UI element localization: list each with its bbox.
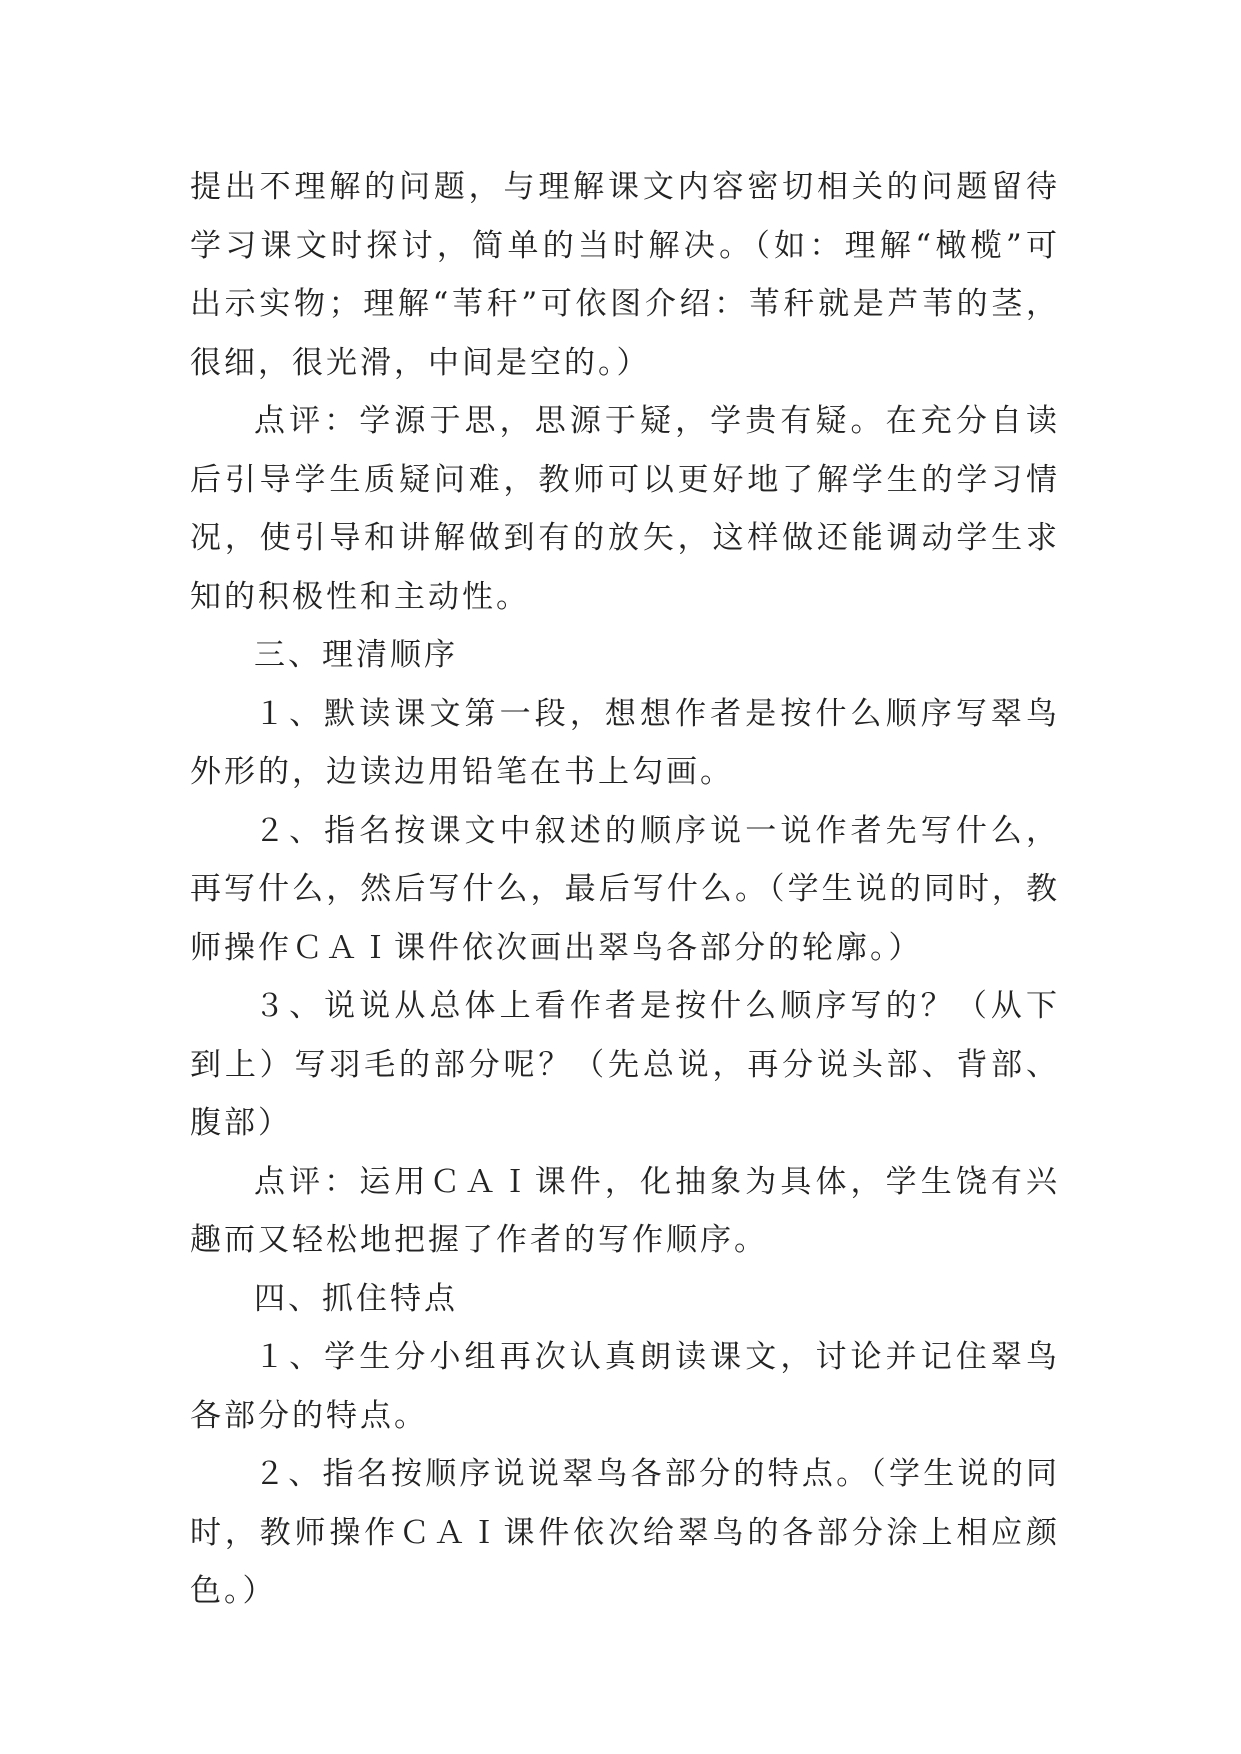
paragraph-step-1-groups: １、学生分小组再次认真朗读课文，讨论并记住翠鸟各部分的特点。 bbox=[190, 1339, 1060, 1434]
paragraph-step-2-sequence: ２、指名按课文中叙述的顺序说一说作者先写什么，再写什么，然后写什么，最后写什么。（学生说的同时，教师操作ＣＡＩ课件依次画出翠鸟各部分的轮廓。） bbox=[190, 812, 1060, 966]
document-body bbox=[190, 158, 1060, 1621]
paragraph-step-2-features: ２、指名按顺序说说翠鸟各部分的特点。（学生说的同时，教师操作ＣＡＩ课件依次给翠鸟的各部分涂上相应颜色。） bbox=[190, 1456, 1060, 1609]
paragraph-continued-questions: 提出不理解的问题，与理解课文内容密切相关的问题留待学习课文时探讨，简单的当时解决。（如：理解“橄榄”可出示实物；理解“苇秆”可依图介绍：苇秆就是芦苇的茎，很细，很光滑，中间是空的。） bbox=[190, 169, 1060, 381]
paragraph-step-3-overall: ３、说说从总体上看作者是按什么顺序写的？（从下到上）写羽毛的部分呢？（先总说，再分说头部、背部、腹部） bbox=[190, 988, 1060, 1141]
section-heading-order: 三、理清顺序 bbox=[254, 637, 458, 673]
paragraph-comment-cai: 点评：运用ＣＡＩ课件，化抽象为具体，学生饶有兴趣而又轻松地把握了作者的写作顺序。 bbox=[190, 1163, 1060, 1258]
paragraph-comment-questioning: 点评：学源于思，思源于疑，学贵有疑。在充分自读后引导学生质疑问难，教师可以更好地了解学生的学习情况，使引导和讲解做到有的放矢，这样做还能调动学生求知的积极性和主动性。 bbox=[190, 403, 1060, 615]
paragraph-step-1-read: １、默读课文第一段，想想作者是按什么顺序写翠鸟外形的，边读边用铅笔在书上勾画。 bbox=[190, 695, 1060, 790]
section-heading-features: 四、抓住特点 bbox=[254, 1280, 458, 1317]
